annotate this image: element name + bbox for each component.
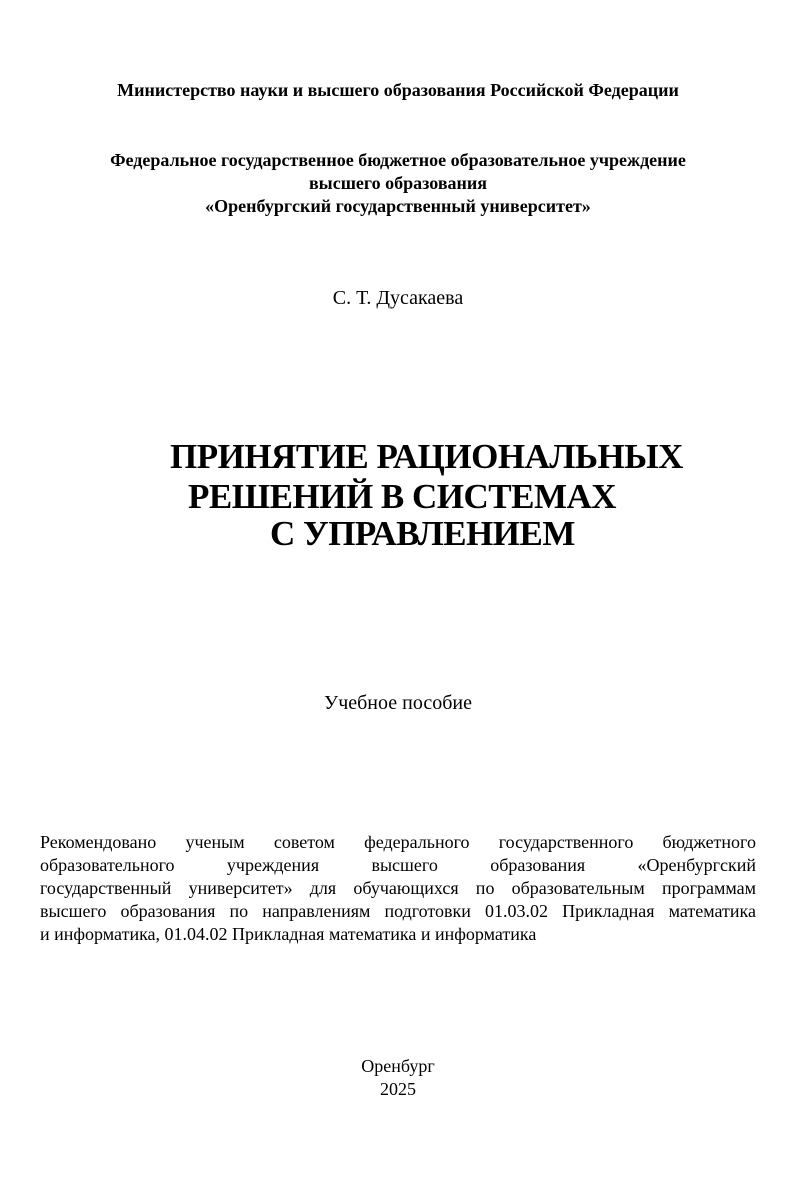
- title-line-1: ПРИНЯТИЕ РАЦИОНАЛЬНЫХ: [170, 437, 683, 476]
- author-name: С. Т. Дусакаева: [332, 287, 464, 309]
- institution-line-2: высшего образования: [308, 173, 488, 193]
- title-line-3: С УПРАВЛЕНИЕМ: [270, 514, 575, 553]
- document-type: Учебное пособие: [324, 692, 472, 714]
- institution-line-3: «Оренбургский государственный университет»: [205, 196, 591, 216]
- publication-year: 2025: [380, 1079, 416, 1099]
- title-line-2: РЕШЕНИЙ В СИСТЕМАХ: [188, 477, 617, 516]
- city-name: Оренбург: [361, 1056, 435, 1076]
- recommendation-line-1: Рекомендовано ученым советом федерального государственного бюджетного: [40, 832, 756, 852]
- recommendation-line-3: государственный университет» для обучающихся по образовательным программам: [40, 878, 756, 898]
- ministry-name: Министерство науки и высшего образования Российской Федерации: [117, 80, 679, 100]
- recommendation-line-4: высшего образования по направлениям подготовки 01.03.02 Прикладная математика: [40, 901, 756, 921]
- recommendation-line-5: и информатика, 01.04.02 Прикладная математика и информатика: [40, 924, 537, 944]
- recommendation-line-2: образовательного учреждения высшего образования «Оренбургский: [40, 855, 756, 875]
- institution-line-1: Федеральное государственное бюджетное образовательное учреждение: [110, 150, 686, 170]
